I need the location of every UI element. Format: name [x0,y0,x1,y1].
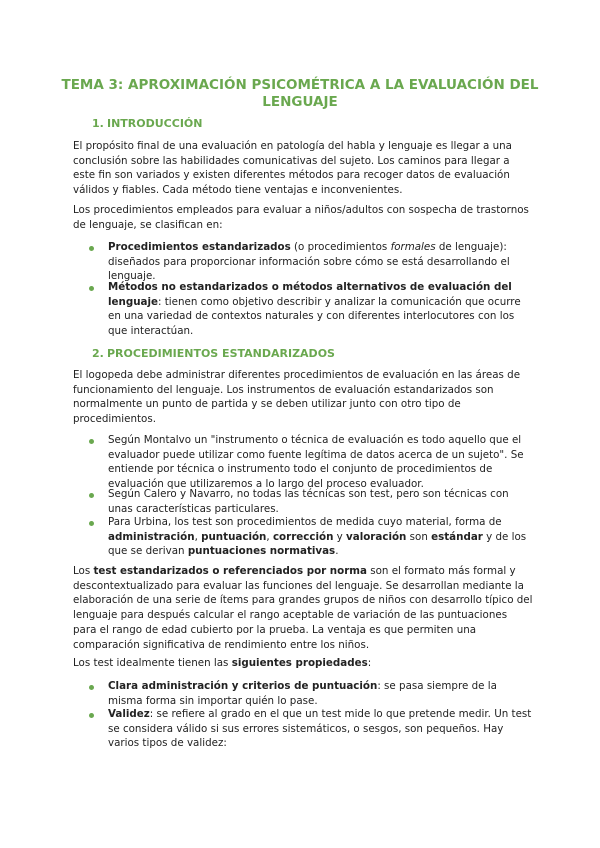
list-item [108,240,533,284]
text-span: (o procedimientos [290,241,391,253]
list-item [108,280,533,339]
bold-term: Clara administración y criterios de puntuación [108,680,378,692]
std-paragraph-3 [73,656,533,671]
bullet-icon [89,493,94,498]
intro-paragraph-1: El propósito final de una evaluación en patología del habla y lenguaje es llegar a una conclusión sobre las habilidades comunicativas del sujeto. Los caminos para llegar a este fin son variados y existen diferentes métodos para recoger datos de evaluación válidos y fiables. Cada método tiene ventajas e inconvenientes. [73,140,512,197]
bold-term: test estandarizados o referenciados por norma [93,565,367,577]
section-title: INTRODUCCIÓN [107,117,203,130]
bullet-icon [89,246,94,251]
std-paragraph-1: El logopeda debe administrar diferentes procedimientos de evaluación en las áreas de funcionamiento del lenguaje. Los instrumentos de evaluación estandarizados son normalmente un punto de partida y se deben utilizar junto con otro tipo de procedimientos. [73,369,521,426]
bold-term: Métodos no estandarizados o métodos alternativos de evaluación del lenguaje [108,281,512,308]
section-number: 1. [92,117,104,130]
list-item [108,433,533,492]
document-title: TEMA 3: APROXIMACIÓN PSICOMÉTRICA A LA EVALUACIÓN DEL LENGUAJE [61,77,539,110]
text-span: Según Montalvo un "instrumento o técnica de evaluación es todo aquello que el evaluador puede utilizar como fuente legítima de datos acerca de un sujeto". Se entiende por técnica o instrumento todo el conjunto de procedimientos de evaluación que utilizaremos a lo largo del proceso evaluador. [108,434,524,491]
section-heading-introduccion [92,117,202,131]
list-item [108,707,533,751]
bold-term: administración [108,530,195,543]
text-span: : se pasa siempre de la misma forma sin importar quién lo pase. [108,680,497,707]
std-paragraph-2 [73,564,533,652]
text-span: . [335,545,339,558]
bold-term: siguientes propiedades [231,657,368,669]
list-item [108,487,533,516]
text-span: Los test idealmente tienen las [73,657,232,669]
text-span: y de los que se derivan [108,530,527,558]
list-item [108,679,533,708]
text-span: son [406,530,432,543]
bullet-icon [89,713,94,718]
text-span: Según Calero y Navarro, no todas las técnicas son test, pero son técnicas con unas características particulares. [108,488,509,515]
section-number: 2. [92,347,104,360]
text-span: , [266,530,273,543]
bullet-icon [89,521,94,526]
bold-term: puntuación [201,530,267,543]
text-span: , [194,530,202,543]
italic-term: formales [390,241,436,253]
list-item [108,515,533,559]
bold-term: Procedimientos estandarizados [108,241,291,253]
intro-paragraph-2: Los procedimientos empleados para evaluar a niños/adultos con sospecha de trastornos de lenguaje, se clasifican en: [73,204,529,231]
bold-term: puntuaciones normativas [187,545,336,558]
bullet-icon [89,685,94,690]
text-span: y [333,530,347,543]
text-span: son el formato más formal y descontextualizado para evaluar las funciones del lenguaje. Se desarrollan mediante la elaboración de una serie de ítems para grandes grupos de niños con desarrollo típico del lenguaje para después calcular el rango aceptable de variación de las puntuaciones para el rango de edad cubierto por la prueba. La ventaja es que permiten una comparación significativa de rendimiento entre los niños. [73,565,533,651]
section-title: PROCEDIMIENTOS ESTANDARIZADOS [107,347,335,360]
bold-term: estándar [431,530,483,543]
text-span: : se refiere al grado en el que un test mide lo que pretende medir. Un test se considera válido si sus errores sistemáticos, o sesgos, son pequeños. Hay varios tipos de validez: [108,708,532,750]
bold-term: Validez [108,708,150,720]
bullet-icon [89,286,94,291]
text-span: : tienen como objetivo describir y analizar la comunicación que ocurre en una variedad de contextos naturales y con diferentes interlocutores con los que interactúan. [108,295,521,338]
bold-term: valoración [346,530,407,543]
text-span: de lenguaje): diseñados para proporcionar información sobre cómo se está desarrollando el lenguaje. [108,241,510,283]
text-span: Los [73,565,94,577]
text-span: Para Urbina, los test son procedimientos de medida cuyo material, forma de [108,516,502,528]
bullet-icon [89,439,94,444]
bold-term: corrección [272,530,334,543]
section-heading-procedimientos [92,347,335,361]
text-span: : [367,657,372,669]
